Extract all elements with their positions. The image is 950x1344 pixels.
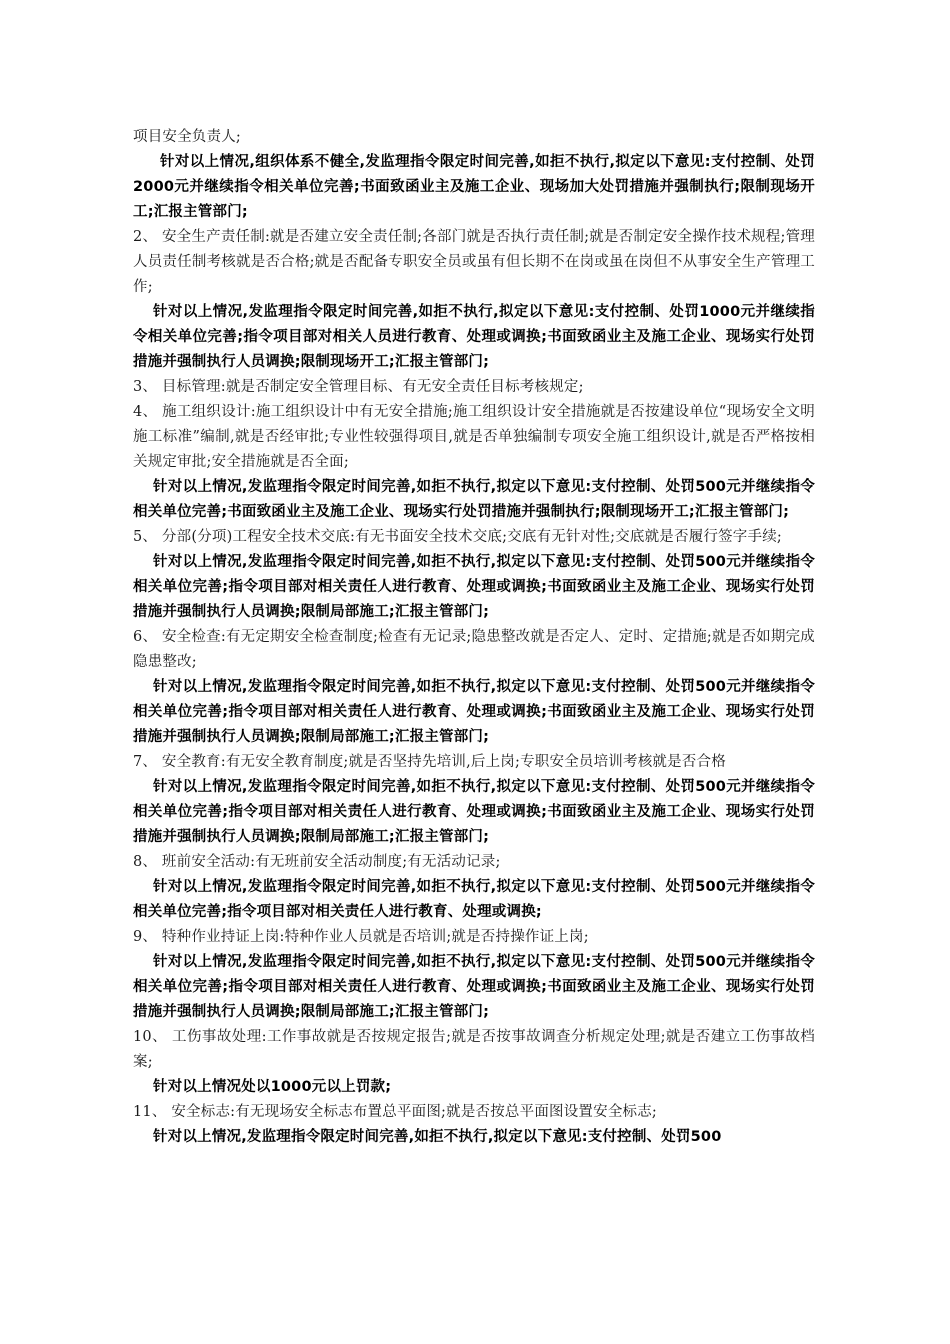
paragraph-item: 项目安全负责人;	[133, 129, 241, 145]
paragraph-opinion: 针对以上情况,发监理指令限定时间完善,如拒不执行,拟定以下意见:支付控制、处罚500元并继续指令相关单位完善;指令项目部对相关责任人进行教育、处理或调换;书面致函业主及施工企业、现场实行处罚措施并强制执行人员调换;限制局部施工;汇报主管部门;	[133, 679, 815, 745]
paragraph-opinion: 针对以上情况,发监理指令限定时间完善,如拒不执行,拟定以下意见:支付控制、处罚500元并继续指令相关单位完善;指令项目部对相关责任人进行教育、处理或调换;书面致函业主及施工企业、现场实行处罚措施并强制执行人员调换;限制局部施工;汇报主管部门;	[133, 779, 815, 845]
paragraph-item: 8、 班前安全活动:有无班前安全活动制度;有无活动记录;	[133, 854, 501, 870]
paragraph-item: 11、 安全标志:有无现场安全标志布置总平面图;就是否按总平面图设置安全标志;	[133, 1104, 658, 1120]
paragraph-opinion: 针对以上情况,发监理指令限定时间完善,如拒不执行,拟定以下意见:支付控制、处罚500	[153, 1129, 722, 1145]
paragraph-opinion: 针对以上情况,发监理指令限定时间完善,如拒不执行,拟定以下意见:支付控制、处罚500元并继续指令相关单位完善;指令项目部对相关责任人进行教育、处理或调换;书面致函业主及施工企业、现场实行处罚措施并强制执行人员调换;限制局部施工;汇报主管部门;	[133, 954, 815, 1020]
paragraph-opinion: 针对以上情况,组织体系不健全,发监理指令限定时间完善,如拒不执行,拟定以下意见:支付控制、处罚2000元并继续指令相关单位完善;书面致函业主及施工企业、现场加大处罚措施并强制执行;限制现场开工;汇报主管部门;	[133, 154, 815, 220]
paragraph-item: 4、 施工组织设计:施工组织设计中有无安全措施;施工组织设计安全措施就是否按建设单位“现场安全文明施工标准”编制,就是否经审批;专业性较强得项目,就是否单独编制专项安全施工组织设计,就是否严格按相关规定审批;安全措施就是否全面;	[133, 404, 815, 470]
paragraph-item: 2、 安全生产责任制:就是否建立安全责任制;各部门就是否执行责任制;就是否制定安全操作技术规程;管理人员责任制考核就是否合格;就是否配备专职安全员或虽有但长期不在岗或虽在岗但不从事安全生产管理工作;	[133, 229, 815, 295]
paragraph-opinion: 针对以上情况,发监理指令限定时间完善,如拒不执行,拟定以下意见:支付控制、处罚500元并继续指令相关单位完善;指令项目部对相关责任人进行教育、处理或调换;书面致函业主及施工企业、现场实行处罚措施并强制执行人员调换;限制局部施工;汇报主管部门;	[133, 554, 815, 620]
paragraph-opinion: 针对以上情况,发监理指令限定时间完善,如拒不执行,拟定以下意见:支付控制、处罚1000元并继续指令相关单位完善;指令项目部对相关人员进行教育、处理或调换;书面致函业主及施工企业、现场实行处罚措施并强制执行人员调换;限制现场开工;汇报主管部门;	[133, 304, 815, 370]
paragraph-item: 9、 特种作业持证上岗:特种作业人员就是否培训;就是否持操作证上岗;	[133, 929, 589, 945]
paragraph-item: 5、 分部(分项)工程安全技术交底:有无书面安全技术交底;交底有无针对性;交底就是否履行签字手续;	[133, 529, 782, 545]
document-body	[133, 125, 815, 1150]
paragraph-item: 3、 目标管理:就是否制定安全管理目标、有无安全责任目标考核规定;	[133, 379, 584, 395]
paragraph-item: 7、 安全教育:有无安全教育制度;就是否坚持先培训,后上岗;专职安全员培训考核就是否合格	[133, 754, 726, 770]
paragraph-opinion: 针对以上情况处以1000元以上罚款;	[153, 1079, 392, 1095]
paragraph-item: 6、 安全检查:有无定期安全检查制度;检查有无记录;隐患整改就是否定人、定时、定措施;就是否如期完成隐患整改;	[133, 629, 815, 670]
paragraph-opinion: 针对以上情况,发监理指令限定时间完善,如拒不执行,拟定以下意见:支付控制、处罚500元并继续指令相关单位完善;指令项目部对相关责任人进行教育、处理或调换;	[133, 879, 815, 920]
paragraph-opinion: 针对以上情况,发监理指令限定时间完善,如拒不执行,拟定以下意见:支付控制、处罚500元并继续指令相关单位完善;书面致函业主及施工企业、现场实行处罚措施并强制执行;限制现场开工;汇报主管部门;	[133, 479, 815, 520]
paragraph-item: 10、 工伤事故处理:工作事故就是否按规定报告;就是否按事故调查分析规定处理;就是否建立工伤事故档案;	[133, 1029, 815, 1070]
